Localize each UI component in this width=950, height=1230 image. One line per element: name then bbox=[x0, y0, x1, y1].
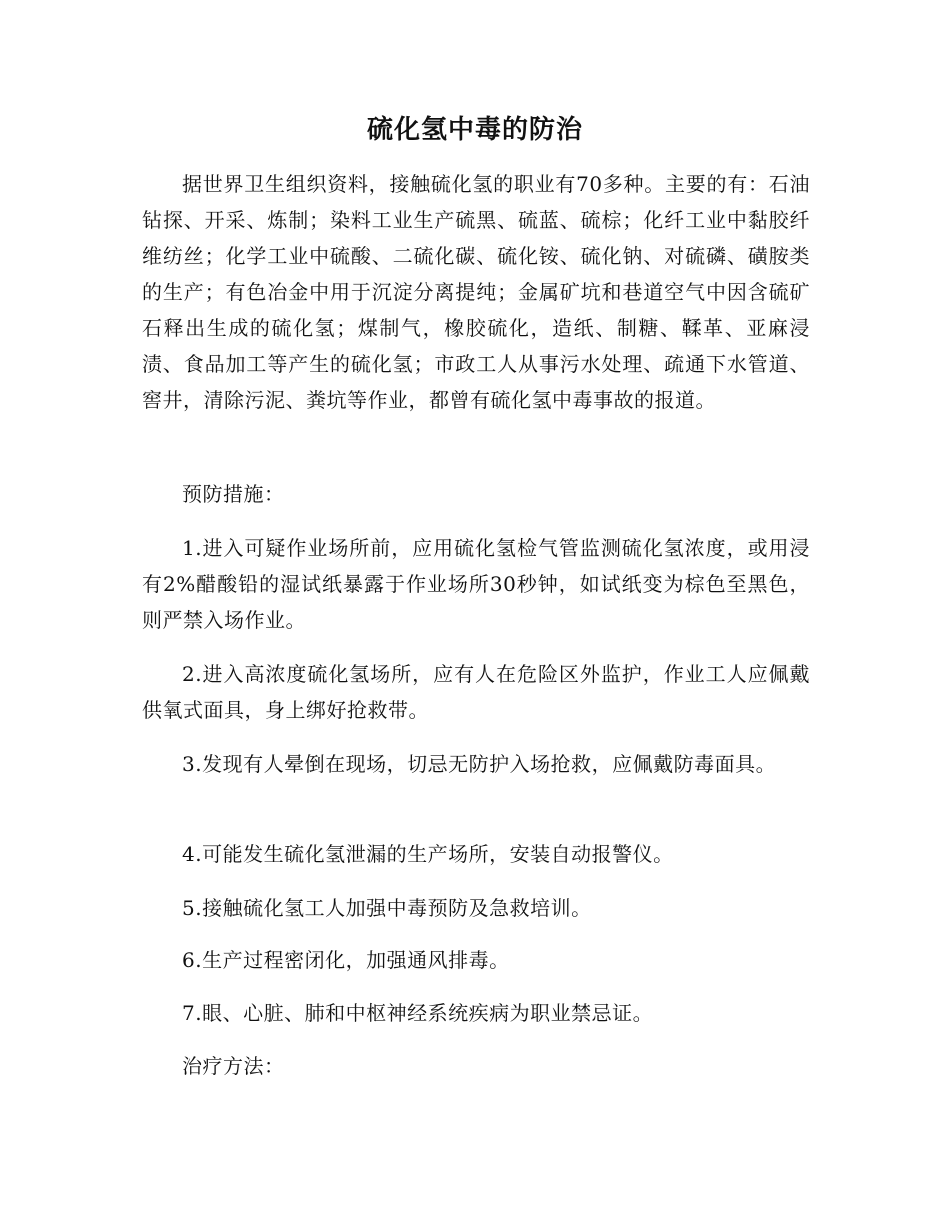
measure-item-3: 3.发现有人晕倒在现场，切忌无防护入场抢救，应佩戴防毒面具。 bbox=[182, 752, 777, 776]
measure-item-5: 5.接触硫化氢工人加强中毒预防及急救培训。 bbox=[182, 896, 592, 920]
measure-item-6: 6.生产过程密闭化，加强通风排毒。 bbox=[182, 948, 510, 972]
treatment-heading: 治疗方法： bbox=[182, 1054, 285, 1078]
measure-item-2: 2.进入高浓度硫化氢场所，应有人在危险区外监护，作业工人应佩戴供氧式面具，身上绑好抢救带。 bbox=[142, 662, 810, 722]
measure-item-4: 4.可能发生硫化氢泄漏的生产场所，安装自动报警仪。 bbox=[182, 842, 674, 866]
intro-paragraph: 据世界卫生组织资料，接触硫化氢的职业有70多种。主要的有：石油钻探、开采、炼制；染料工业生产硫黑、硫蓝、硫棕；化纤工业中黏胶纤维纺丝；化学工业中硫酸、二硫化碳、硫化铵、硫化钠、对硫磷、磺胺类的生产；有色冶金中用于沉淀分离提纯；金属矿坑和巷道空气中因含硫矿石释出生成的硫化氢；煤制气，橡胶硫化，造纸、制糖、鞣革、亚麻浸渍、食品加工等产生的硫化氢；市政工人从事污水处理、疏通下水管道、窖井，清除污泥、粪坑等作业，都曾有硫化氢中毒事故的报道。 bbox=[142, 172, 810, 412]
measure-item-1: 1.进入可疑作业场所前，应用硫化氢检气管监测硫化氢浓度，或用浸有2%醋酸铅的湿试纸暴露于作业场所30秒钟，如试纸变为棕色至黑色，则严禁入场作业。 bbox=[142, 536, 810, 632]
document-title: 硫化氢中毒的防治 bbox=[366, 115, 583, 145]
prevention-heading: 预防措施： bbox=[182, 482, 285, 506]
measure-item-7: 7.眼、心脏、肺和中枢神经系统疾病为职业禁忌证。 bbox=[182, 1001, 654, 1025]
